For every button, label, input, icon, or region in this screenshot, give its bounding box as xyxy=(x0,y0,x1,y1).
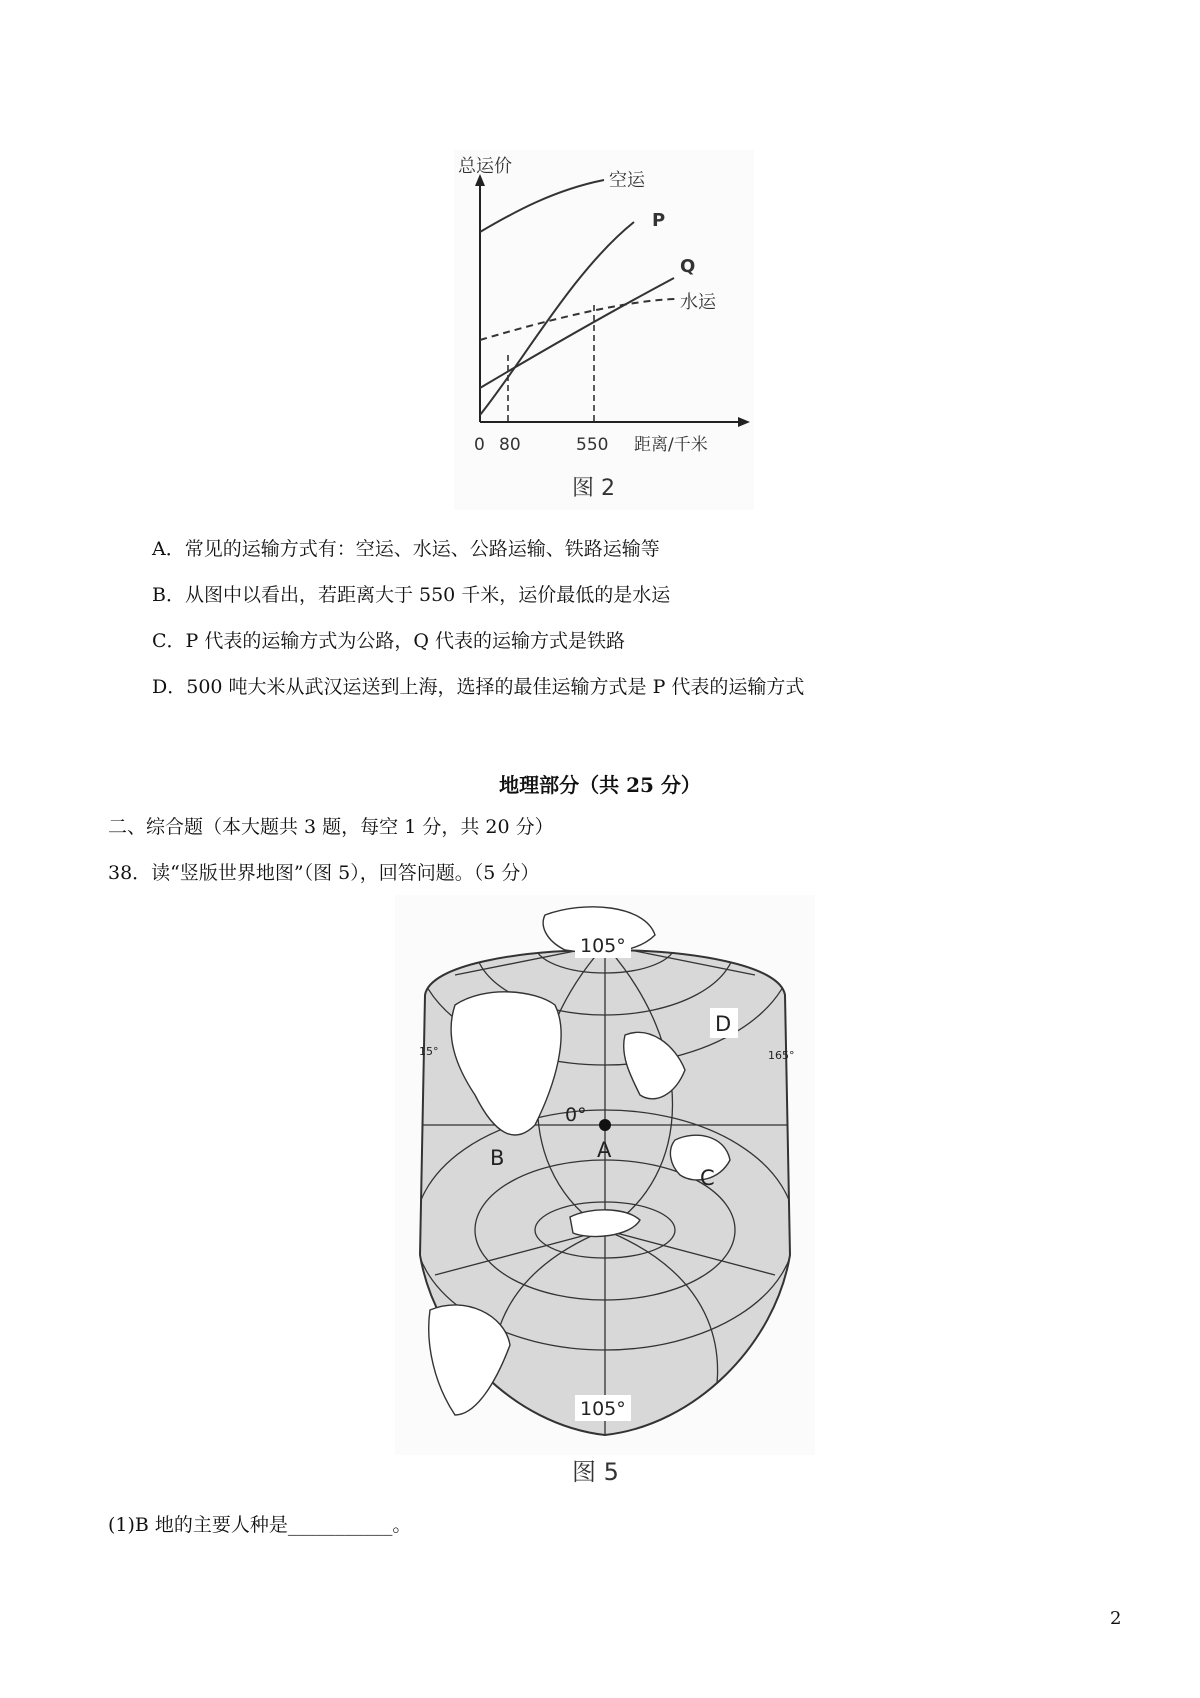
label-165: 165° xyxy=(768,1049,795,1062)
page-number: 2 xyxy=(1110,1608,1122,1629)
figure-2-chart xyxy=(454,150,754,510)
label-a: A xyxy=(597,1138,612,1162)
curve-water xyxy=(480,299,676,340)
label-c: C xyxy=(700,1166,715,1190)
curve-water-label: 水运 xyxy=(680,292,716,313)
y-axis-label: 总运价 xyxy=(458,156,512,177)
label-b: B xyxy=(490,1146,505,1170)
curve-air-label: 空运 xyxy=(609,170,645,191)
label-15: 15° xyxy=(419,1045,439,1058)
option-b: B．从图中以看出，若距离大于 550 千米，运价最低的是水运 xyxy=(152,584,671,606)
tick-0: 0 xyxy=(474,435,485,455)
figure-5-map xyxy=(395,895,815,1455)
curve-q-label: Q xyxy=(680,256,696,277)
section-title: 地理部分（共 25 分） xyxy=(499,773,701,797)
x-axis-label: 距离/千米 xyxy=(634,435,708,455)
curve-p xyxy=(480,222,634,415)
x-axis-arrow xyxy=(738,417,750,427)
sub-question-1: (1)B 地的主要人种是___________。 xyxy=(108,1514,412,1536)
curve-q xyxy=(480,278,674,388)
figure-5 xyxy=(395,895,815,1455)
figure-2 xyxy=(454,150,754,510)
figure-5-caption: 图 5 xyxy=(572,1458,619,1486)
figure-2-caption: 图 2 xyxy=(572,476,615,501)
label-105-bottom: 105° xyxy=(580,1398,626,1420)
label-d: D xyxy=(715,1012,732,1036)
question-38: 38．读“竖版世界地图”（图 5），回答问题。（5 分） xyxy=(108,862,540,884)
curve-p-label: P xyxy=(652,210,666,231)
tick-80: 80 xyxy=(499,435,521,455)
point-a-marker xyxy=(599,1119,611,1131)
label-0-degree: 0° xyxy=(565,1104,587,1126)
option-c: C．P 代表的运输方式为公路，Q 代表的运输方式是铁路 xyxy=(152,630,625,652)
option-d: D．500 吨大米从武汉运送到上海，选择的最佳运输方式是 P 代表的运输方式 xyxy=(152,676,805,698)
option-a: A．常见的运输方式有：空运、水运、公路运输、铁路运输等 xyxy=(152,538,660,560)
label-105-top: 105° xyxy=(580,935,626,957)
tick-550: 550 xyxy=(576,435,609,455)
part-heading: 二、综合题（本大题共 3 题，每空 1 分，共 20 分） xyxy=(108,816,554,838)
curve-air xyxy=(480,180,604,232)
